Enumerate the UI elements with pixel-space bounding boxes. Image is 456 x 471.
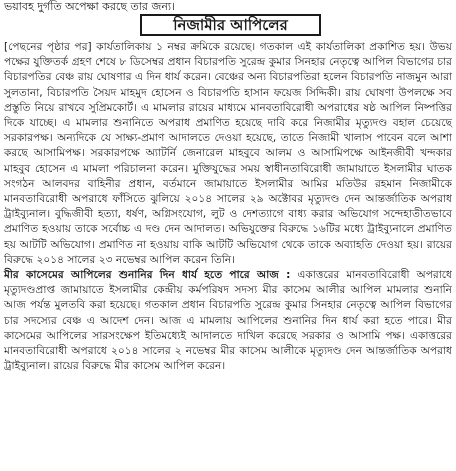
paragraph-1-text: কার্যতালিকায় ১ নম্বর ক্রমিকে রয়েছে। গতকাল এই কার্যতালিকা প্রকাশিত হয়। উভয় পক্ষের যুক্তিতর্ক গ্রহণ শেষে ৮ ডিসেম্বর প্রধান বিচারপতি সুরেন্দ্র কুমার সিনহার নেতৃত্বে আপিল বিভাগের চার বিচারপতির বেঞ্চ রায় ঘোষণার এ দিন ধার্য করেন। বেঞ্চের অন্য বিচারপতিরা হলেন বিচারপতি নাজমুন আরা সুলতানা, বিচারপতি সৈয়দ মাহমুদ হোসেন ও বিচারপতি হাসান ফয়েজ সিদ্দিকী। রায় ঘোষণা উপলক্ষে সব প্রস্তুতি নিয়ে রাখবে সুপ্রিমকোর্ট। এ মামলার রায়ের মাধ্যমে মানবতাবিরোধী অপরাধের ষষ্ঠ আপিল নিষ্পত্তির দিকে যাচ্ছে। এ মামলার শুনানিতে অপরাধ প্রমাণিত হয়েছে দাবি করে নিজামীর মৃত্যুদণ্ড বহাল চেয়েছে সরকারপক্ষ। অন্যদিকে যে সাক্ষ্য-প্রমাণ আদালতে দেওয়া হয়েছে, তাতে নিজামী খালাস পাবেন বলে আশা করছে আসামিপক্ষ। সরকারপক্ষে অ্যাটর্নি জেনারেল মাহবুবে আলম ও আসামিপক্ষে আইনজীবী খন্দকার মাহবুব হোসেন এ মামলা পরিচালনা করেন। মুক্তিযুদ্ধের সময় স্বাধীনতাবিরোধী জামায়াতে ইসলামীর ঘাতক সংগঠন আলবদর বাহিনীর প্রধান, বর্তমানে জামায়াতে ইসলামীর আমির মতিউর রহমান নিজামীকে মানবতাবিরোধী অপরাধে ফাঁসিতে ঝুলিয়ে ২০১৪ সালের ২৯ অক্টোবর মৃত্যুদণ্ড দেন আন্তর্জাতিক অপরাধ ট্রাইব্যুনাল। বুদ্ধিজীবী হত্যা, ধর্ষণ, অগ্নিসংযোগ, লুট ও দেশত্যাগে বাধ্য করার অভিযোগ সন্দেহাতীতভাবে প্রমাণিত হওয়ায় তাকে সর্বোচ্চ এ দণ্ড দেন আদালত। অভিযুক্তের বিরুদ্ধে ১৬টির মধ্যে ট্রাইব্যুনালে প্রমাণিত হয় আটটি অভিযোগ। প্রমাণিত না হওয়ায় বাকি আটটি অভিযোগ থেকে তাকে অব্যাহতি দেওয়া হয়। রায়ের বিরুদ্ধে ২০১৪ সালের ২৩ নভেম্বর আপিল করেন তিনি।	[4, 41, 453, 266]
paragraph-1	[4, 40, 452, 268]
paragraph-2-text: একাত্তরের মানবতাবিরোধী অপরাধে মৃত্যুদণ্ডপ্রাপ্ত জামায়াতে ইসলামীর কেন্দ্রীয় কর্মপরিষদ সদস্য মীর কাসেম আলীর আপিল মামলার শুনানি আজ পর্যন্ত মুলতবি করা হয়েছে। গতকাল প্রধান বিচারপতি সুরেন্দ্র কুমার সিনহার নেতৃত্বে আপিল বিভাগের চার সদস্যের বেঞ্চ এ আদেশ দেন। আজ এ মামলায় আপিলের শুনানির দিন ধার্য করা হতে পারে। মীর কাসেমের আপিলের সারসংক্ষেপ ইতিমধ্যেই আদালতে দাখিল করেছে সরকার ও আসামি পক্ষ। একাত্তরের মানবতাবিরোধী অপরাধে ২০১৪ সালের ২ নভেম্বর মীর কাসেম আলীকে মৃত্যুদণ্ড দেন আন্তর্জাতিক অপরাধ ট্রাইব্যুনাল। রায়ের বিরুদ্ধে মীর কাসেম আপিল করেন।	[4, 269, 452, 373]
article-body	[4, 40, 452, 374]
headline: নিজামীর আপিলের	[140, 14, 321, 36]
continuation-label: [পেছনের পৃষ্ঠার পর]	[4, 41, 92, 53]
paragraph-2	[4, 268, 452, 374]
subheading: মীর কাসেমের আপিলের শুনানির দিন ধার্য হতে পারে আজ :	[4, 269, 291, 282]
previous-article-tail: ভয়াবহ দুর্গতি অপেক্ষা করছে তার জন্য।	[4, 0, 176, 13]
